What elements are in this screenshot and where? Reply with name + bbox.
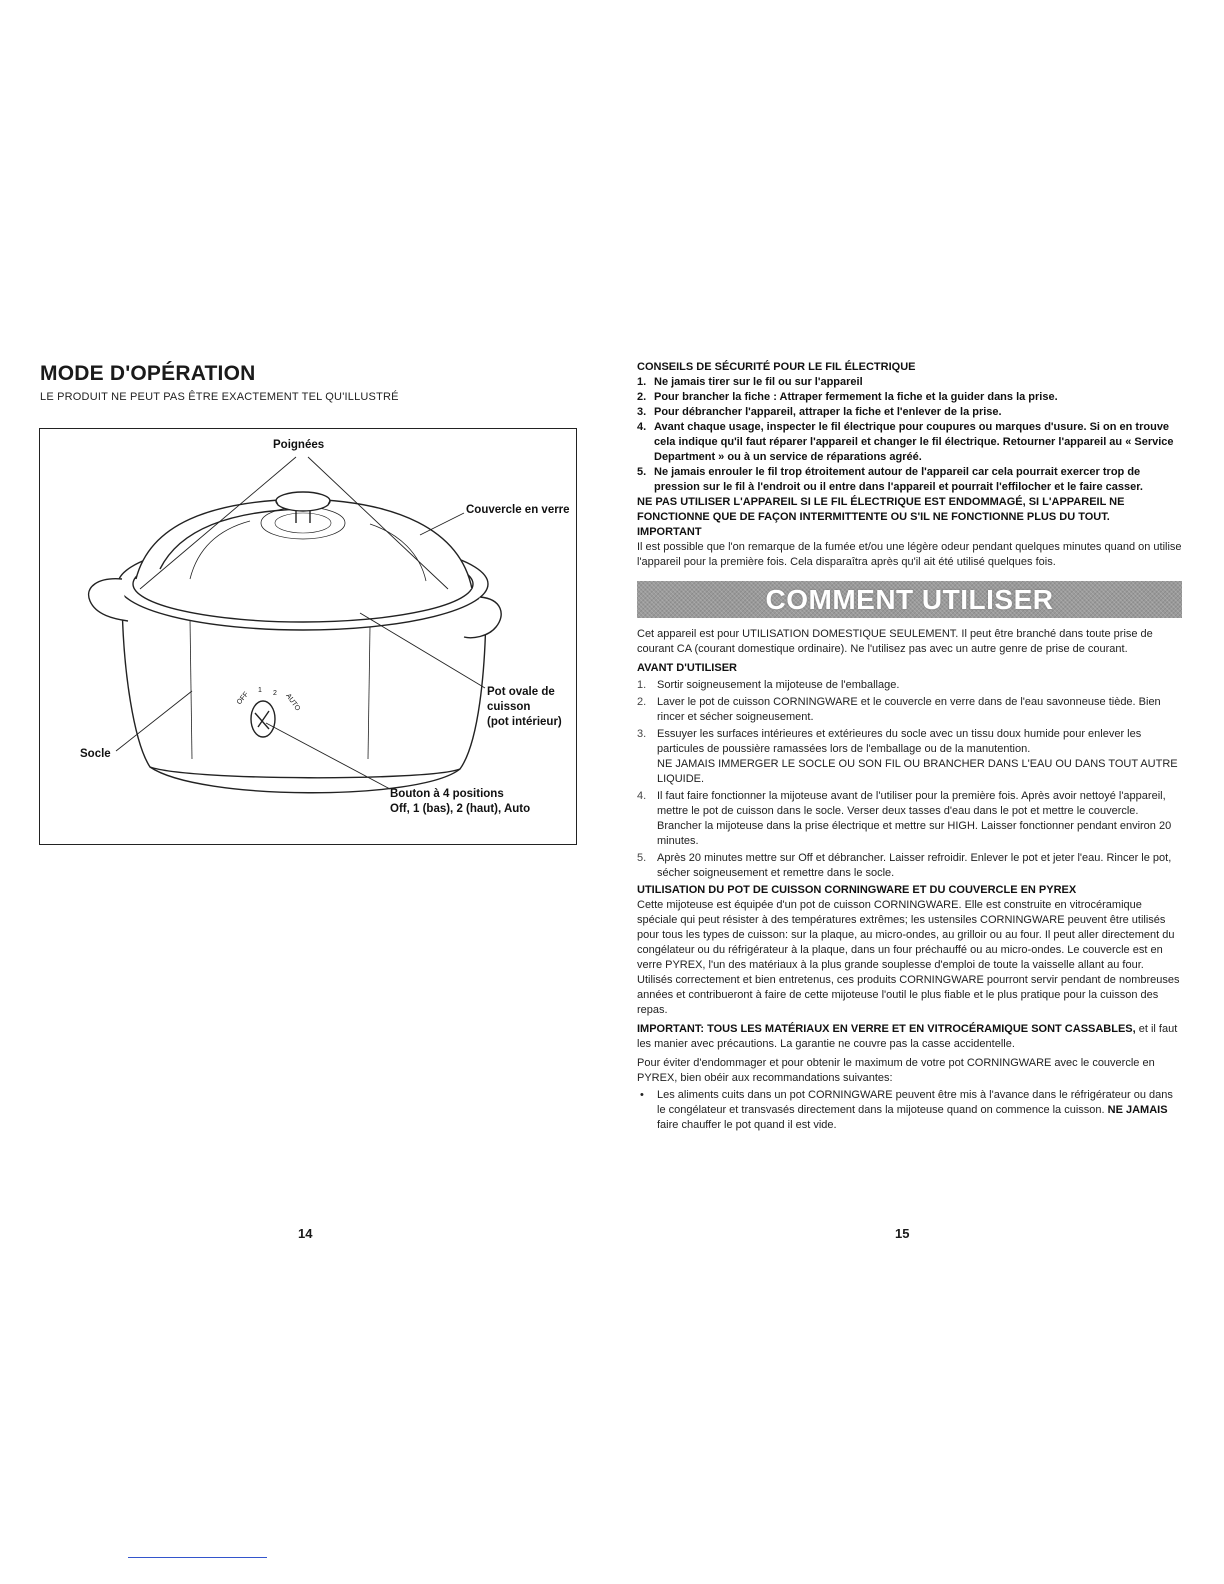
breakable-warning: IMPORTANT: TOUS LES MATÉRIAUX EN VERRE ET EN VITROCÉRAMIQUE SONT CASSABLES, et il faut les manier avec précautions. La garantie ne couvre pas la casse accidentelle.: [637, 1023, 1178, 1050]
recommendations-list: [637, 1088, 1182, 1133]
list-item: 1. Sortir soigneusement la mijoteuse de l'emballage.: [637, 679, 900, 691]
page-number-left: 14: [298, 1226, 313, 1241]
cord-warning: NE PAS UTILISER L'APPAREIL SI LE FIL ÉLECTRIQUE EST ENDOMMAGÉ, SI L'APPAREIL NE FONCTIONNE QUE DE FAÇON INTERMITTENTE OU S'IL NE FONCTIONNE PLUS DU TOUT.: [637, 496, 1125, 523]
page-subtitle: LE PRODUIT NE PEUT PAS ÊTRE EXACTEMENT TEL QU'ILLUSTRÉ: [40, 391, 399, 403]
list-item: 5. Ne jamais enrouler le fil trop étroitement autour de l'appareil car cela pourrait exercer trop de pression sur le fil à l'endroit ou il entre dans l'appareil et pourrait l'effilocher et le faire casser.: [637, 466, 1143, 493]
banner-title: COMMENT UTILISER: [765, 584, 1054, 615]
list-item: 3. Pour débrancher l'appareil, attraper la fiche et l'enlever de la prise.: [637, 406, 1002, 418]
dial-label-auto: AUTO: [284, 692, 302, 713]
callout-pot-line-2: cuisson: [487, 701, 531, 713]
callout-bouton-line-1: Bouton à 4 positions: [390, 788, 504, 800]
callout-pot-line-1: Pot ovale de: [487, 686, 555, 698]
right-page-content: [637, 360, 1182, 1133]
section-banner: [637, 581, 1182, 618]
before-use-list: [637, 678, 1182, 881]
important-heading: IMPORTANT: [637, 526, 702, 538]
dial-label-off: OFF: [235, 690, 251, 707]
list-item: 5. Après 20 minutes mettre sur Off et débrancher. Laisser refroidir. Enlever le pot et jeter l'eau. Rincer le pot, sécher soigneusement et remettre dans le socle.: [637, 852, 1172, 879]
link-underline: [128, 1557, 267, 1558]
list-item: 2. Laver le pot de cuisson CORNINGWARE et le couvercle en verre dans de l'eau savonneuse tiède. Bien rincer et sécher soigneusement.: [637, 696, 1161, 723]
list-item: 3. Essuyer les surfaces intérieures et extérieures du socle avec un tissu doux humide pour enlever les particules de poussière ramassées lors de l'emballage ou de la manutention. NE JAMAIS IMMERGER LE SOCLE OU SON FIL OU BRANCHER DANS L'EAU OU DANS TOUT AUTRE LIQUIDE.: [637, 728, 1178, 785]
list-item: 4. Avant chaque usage, inspecter le fil électrique pour coupures ou marques d'usure. Si on en trouve cela indique qu'il faut réparer l'appareil et changer le fil électrique. Retourner l'appareil au « Service Department » ou à un service de réparations agréé.: [637, 421, 1174, 463]
page-number-right: 15: [895, 1226, 910, 1241]
corningware-usage-text: Cette mijoteuse est équipée d'un pot de cuisson CORNINGWARE. Elle est construite en vitrocéramique spéciale qui peut résister à des températures extrêmes; les ustensiles CORNINGWARE peuvent être utilisés pour tous les types de cuisson: sur la plaque, au micro-ondes, au grilloir ou au four. Il peut aller directement du congélateur ou du réfrigérateur à la plaque, dans un four préchauffé ou au micro-ondes. Le couvercle est en verre PYREX, l'un des matériaux à la plus grande souplesse d'emploi de toute la vaisselle allant au four. Utilisés correctement et bien entretenus, ces produits CORNINGWARE pourront servir pendant de nombreuses années et contribueront à faire de cette mijoteuse l'outil le plus fiable et le plus pratique pour la cuisson des repas.: [637, 899, 1180, 1016]
recommendations-intro: Pour éviter d'endommager et pour obtenir le maximum de votre pot CORNINGWARE avec le couvercle en PYREX, bien obéir aux recommandations suivantes:: [637, 1057, 1155, 1084]
list-item: 1. Ne jamais tirer sur le fil ou sur l'appareil: [637, 376, 863, 388]
callout-bouton-line-2: Off, 1 (bas), 2 (haut), Auto: [390, 803, 531, 815]
dial-label-1: 1: [258, 687, 262, 694]
callout-couvercle: Couvercle en verre: [466, 504, 570, 516]
list-item: 4. Il faut faire fonctionner la mijoteuse avant de l'utiliser pour la première fois. Après avoir nettoyé l'appareil, mettre le pot de cuisson dans le socle. Verser deux tasses d'eau dans le pot et mettre le couvercle. Brancher la mijoteuse dans la prise électrique et mettre sur HIGH. Laisser fonctionner pendant environ 20 minutes.: [637, 790, 1172, 847]
slow-cooker-illustration: [40, 429, 578, 846]
callout-socle: Socle: [80, 748, 111, 760]
slow-cooker-diagram: [39, 428, 577, 845]
cord-safety-heading: CONSEILS DE SÉCURITÉ POUR LE FIL ÉLECTRIQUE: [637, 361, 916, 373]
list-item: 2. Pour brancher la fiche : Attraper fermement la fiche et la guider dans la prise.: [637, 391, 1058, 403]
corningware-usage-heading: UTILISATION DU POT DE CUISSON CORNINGWARE ET DU COUVERCLE EN PYREX: [637, 884, 1077, 896]
intro-text: Cet appareil est pour UTILISATION DOMESTIQUE SEULEMENT. Il peut être branché dans toute prise de courant CA (courant domestique ordinaire). Ne l'utilisez pas avec un autre genre de prise de courant.: [637, 628, 1153, 655]
callout-pot-line-3: (pot intérieur): [487, 716, 562, 728]
callout-poignees: Poignées: [273, 439, 325, 451]
before-use-heading: AVANT D'UTILISER: [637, 662, 737, 674]
dial-label-2: 2: [273, 690, 277, 697]
important-text: Il est possible que l'on remarque de la fumée et/ou une légère odeur pendant quelques minutes quand on utilise l'appareil pour la première fois. Cela disparaîtra après qu'il ait été utilisé quelques fois.: [637, 541, 1182, 568]
cord-safety-list: [637, 375, 1182, 495]
page-title: MODE D'OPÉRATION: [40, 362, 256, 385]
list-item: • Les aliments cuits dans un pot CORNINGWARE peuvent être mis à l'avance dans le réfrigérateur ou dans le congélateur et transvasés directement dans la mijoteuse quand on commence la cuisson. NE JAMAIS faire chauffer le pot quand il est vide.: [640, 1089, 1173, 1131]
